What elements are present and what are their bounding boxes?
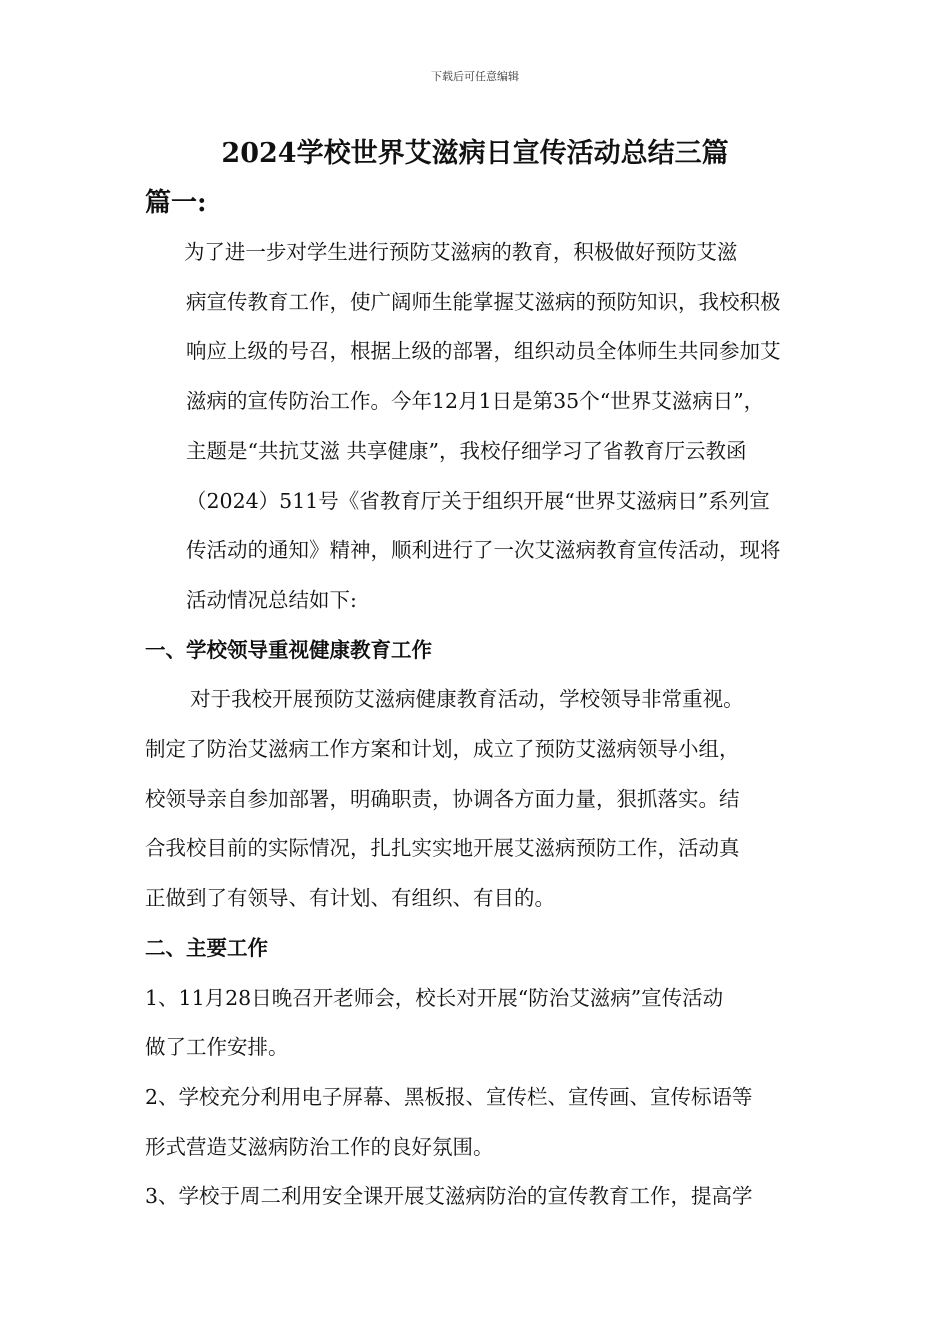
text-line: 做了工作安排。 (145, 1035, 289, 1060)
text-line: 病宣传教育工作，使广阔师生能掌握艾滋病的预防知识，我校积极 (186, 289, 781, 314)
text-line: 校领导亲自参加部署，明确职责，协调各方面力量，狠抓落实。结 (145, 786, 740, 811)
text-line: 正做到了有领导、有计划、有组织、有目的。 (145, 886, 555, 911)
text-line: 对于我校开展预防艾滋病健康教育活动，学校领导非常重视。 (190, 687, 744, 712)
text-line: 为了进一步对学生进行预防艾滋病的教育，积极做好预防艾滋 (183, 240, 738, 264)
text-line: 活动情况总结如下: (186, 587, 357, 612)
text-line: 2、学校充分利用电子屏幕、黑板报、宣传栏、宣传画、宣传标语等 (145, 1084, 753, 1109)
text-line: 响应上级的号召，根据上级的部署，组织动员全体师生共同参加艾 (186, 339, 781, 364)
section-label: 篇一: (145, 188, 207, 218)
paragraph-leadership (145, 675, 810, 924)
document-title: 2024学校世界艾滋病日宣传活动总结三篇 (221, 138, 729, 169)
text-line: 3、学校于周二利用安全课开展艾滋病防治的宣传教育工作，提高学 (145, 1184, 753, 1209)
paragraph-item-3 (145, 1172, 810, 1222)
text-line: 主题是“共抗艾滋 共享健康”，我校仔细学习了省教育厅云教函 (186, 438, 747, 463)
text-line: 传活动的通知》精神，顺利进行了一次艾滋病教育宣传活动，现将 (186, 538, 781, 563)
heading-leadership (145, 626, 810, 676)
text-line: 形式营造艾滋病防治工作的良好氛围。 (145, 1134, 494, 1159)
header-note: 下载后可任意编辑 (431, 70, 519, 83)
text-line: 1、11月28日晚召开老师会，校长对开展“防治艾滋病”宣传活动 (145, 985, 724, 1010)
heading-main-work (145, 924, 810, 974)
heading-text: 一、学校领导重视健康教育工作 (145, 637, 432, 662)
text-line: （2024）511号《省教育厅关于组织开展“世界艾滋病日”系列宣 (186, 488, 770, 513)
heading-text: 二、主要工作 (145, 935, 268, 960)
paragraph-intro (145, 228, 810, 626)
paragraph-item-1 (145, 974, 810, 1073)
document-body (145, 228, 810, 1222)
text-line: 制定了防治艾滋病工作方案和计划，成立了预防艾滋病领导小组， (145, 737, 740, 762)
text-line: 合我校目前的实际情况，扎扎实实地开展艾滋病预防工作，活动真 (145, 836, 740, 861)
paragraph-item-2 (145, 1073, 810, 1172)
text-line: 滋病的宣传防治工作。今年12月1日是第35个“世界艾滋病日”， (186, 389, 765, 414)
